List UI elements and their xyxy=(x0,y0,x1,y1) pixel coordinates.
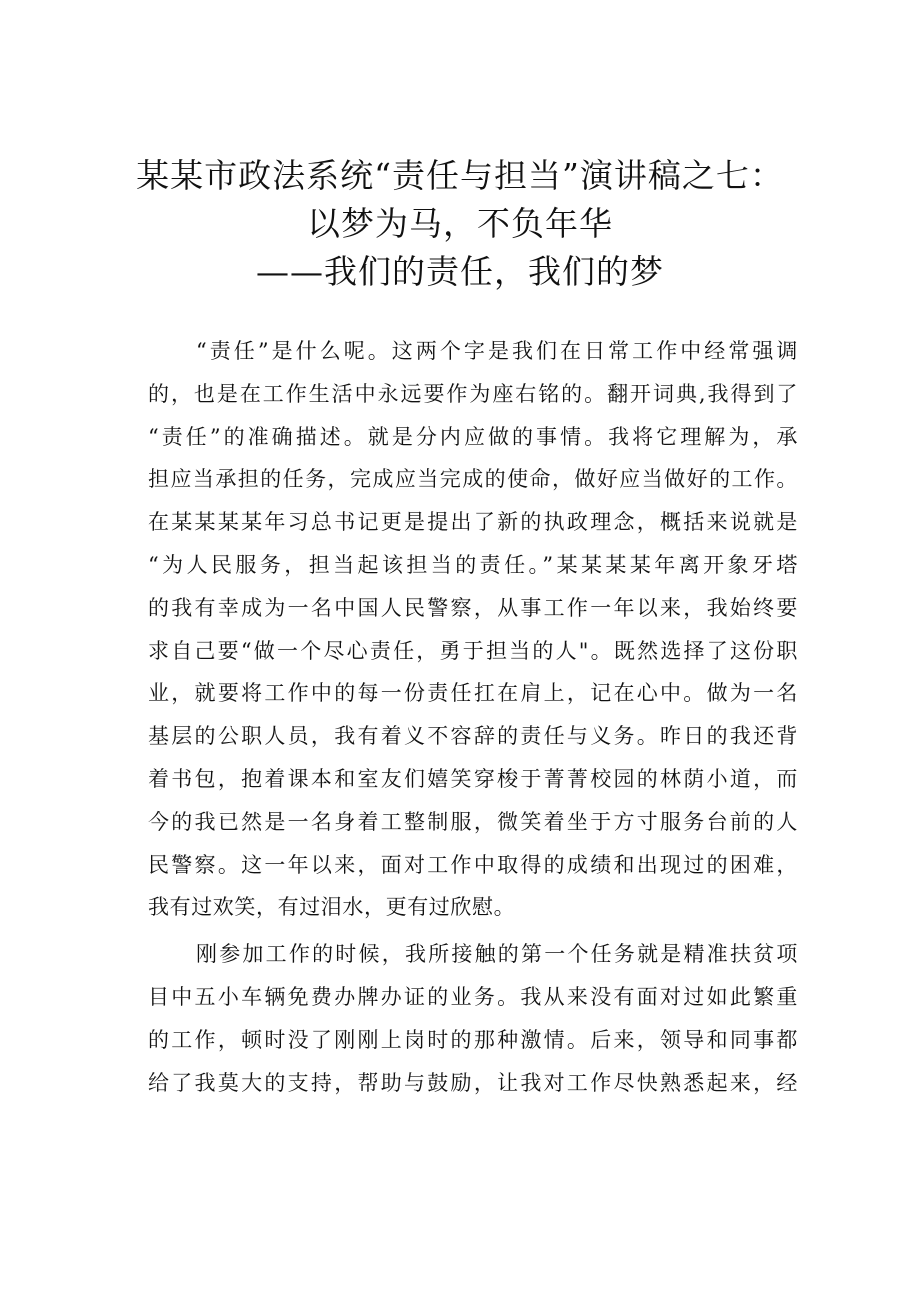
text-line: 的，也是在工作生活中永远要作为座右铭的。翻开词典,我得到了 xyxy=(148,381,798,406)
text-line: “责任”的准确描述。就是分内应做的事情。我将它理解为，承 xyxy=(148,424,798,449)
text-line: 求自己要“做一个尽心责任，勇于担当的人"。既然选择了这份职 xyxy=(148,638,798,663)
text-line: 的工作，顿时没了刚刚上岗时的那种激情。后来，领导和同事都 xyxy=(148,1027,798,1052)
text-line: “责任”是什么呢。这两个字是我们在日常工作中经常强调 xyxy=(196,339,798,363)
text-line: 的我有幸成为一名中国人民警察，从事工作一年以来，我始终要 xyxy=(148,595,798,620)
text-line: 民警察。这一年以来，面对工作中取得的成绩和出现过的困难， xyxy=(148,852,798,877)
title-line-sub: 以梦为马，不负年华 xyxy=(307,204,613,243)
paragraph-1 xyxy=(148,330,798,929)
text-line: 业，就要将工作中的每一份责任扛在肩上，记在心中。做为一名 xyxy=(148,681,798,706)
paragraph-2 xyxy=(148,933,798,1104)
document-title xyxy=(0,152,920,296)
text-line: 今的我已然是一名身着工整制服，微笑着坐于方寸服务台前的人 xyxy=(148,809,798,834)
text-line: 目中五小车辆免费办牌办证的业务。我从来没有面对过如此繁重 xyxy=(148,984,798,1009)
title-line-main: 某某市政法系统“责任与担当”演讲稿之七： xyxy=(136,156,784,195)
text-line: 在某某某某年习总书记更是提出了新的执政理念，概括来说就是 xyxy=(148,510,798,535)
text-line: “为人民服务，担当起该担当的责任。”某某某某年离开象牙塔 xyxy=(148,552,798,577)
text-line: 基层的公职人员，我有着义不容辞的责任与义务。昨日的我还背 xyxy=(148,724,798,749)
text-line: 给了我莫大的支持，帮助与鼓励，让我对工作尽快熟悉起来，经 xyxy=(148,1070,798,1095)
text-line: 着书包，抱着课本和室友们嬉笑穿梭于菁菁校园的林荫小道，而 xyxy=(148,766,798,791)
title-line-tagline: ——我们的责任，我们的梦 xyxy=(256,252,664,291)
document-body xyxy=(148,330,798,1104)
text-line: 我有过欢笑，有过泪水，更有过欣慰。 xyxy=(148,895,516,920)
text-line: 刚参加工作的时候，我所接触的第一个任务就是精准扶贫项 xyxy=(196,942,798,967)
text-line: 担应当承担的任务，完成应当完成的使命，做好应当做好的工作。 xyxy=(148,467,798,492)
